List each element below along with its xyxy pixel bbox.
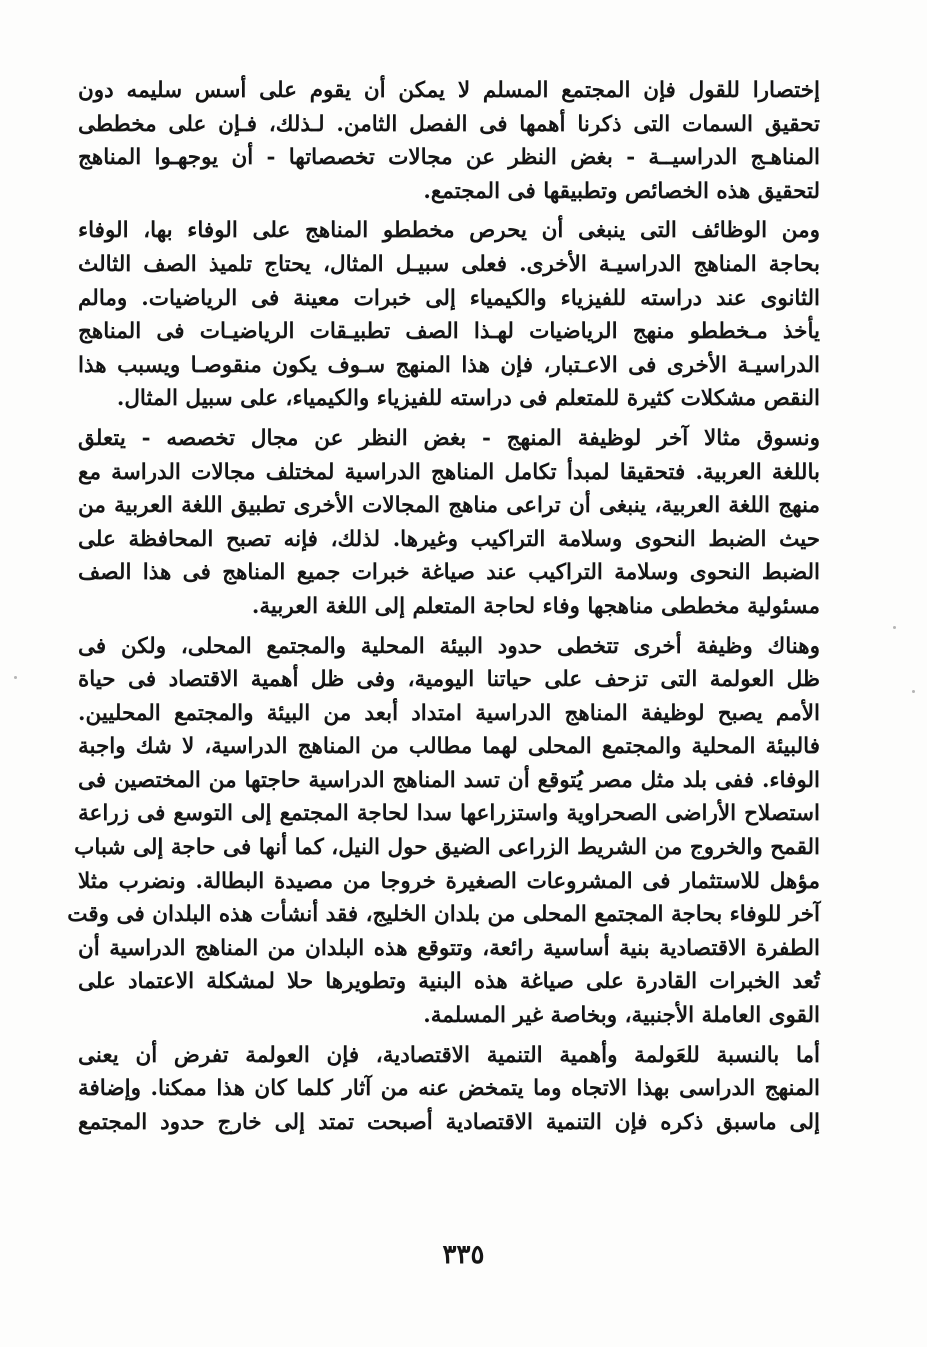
scan-speck (912, 690, 915, 693)
text-line: المناهـج الدراسيــة - بغض النظر عن مجالات تخصصاتها - أن يوجهـوا المناهج (78, 145, 820, 171)
page-number: ٣٣٥ (442, 1240, 485, 1270)
text-line: الضبط النحوى وسلامة التراكيب عند صياغة خبرات جميع المناهج فى هذا الصف (78, 560, 820, 586)
text-line: منهج اللغة العربية، ينبغى أن تراعى مناهج المجالات الأخرى تطبيق اللغة العربية من (78, 493, 820, 519)
text-line: مسئولية مخططى مناهجها وفاء لحاجة المتعلم إلى اللغة العربية. (251, 593, 820, 619)
text-line: مؤهل للاستثمار فى المشروعات الصغيرة خروجا من مصيدة البطالة. ونضرب مثلا (78, 868, 820, 894)
text-line: وهناك وظيفة أخرى تتخطى حدود البيئة المحلية والمجتمع المحلى، ولكن فى (78, 633, 820, 659)
text-line: باللغة العربية. فتحقيقا لمبدأ تكامل المناهج الدراسية لمختلف مجالات الدراسة مع (78, 459, 820, 485)
text-line: يأخذ مـخططو منهج الرياضيات لهـذا الصف تطبيـقات الرياضيـات فى المناهج (78, 319, 820, 345)
text-line: ومن الوظائف التى ينبغى أن يحرص مخططو المناهج على الوفاء بها، الوفاء (78, 218, 820, 244)
text-line: القمح والخروج من الشريط الزراعى الضيق حول النيل، كما أنها فى حاجة إلى شباب (74, 835, 820, 861)
scan-speck (14, 676, 17, 679)
text-line: القوى العاملة الأجنبية، وبخاصة غير المسلمة. (423, 1003, 820, 1029)
text-line: بحاجة المناهج الدراسيـة الأخرى. فعلى سبيـل المثال، يحتاج تلميذ الصف الثالث (78, 251, 820, 277)
text-line: المنهج الدراسى بهذا الاتجاه وما يتمخض عنه من آثار كلما كان هذا ممكنا. وإضافة (78, 1076, 820, 1102)
text-line: حيث الضبط النحوى وسلامة التراكيب وغيرها. لذلك، فإنه تصبح المحافظة على (78, 526, 820, 552)
text-line: الطفرة الاقتصادية بنية أساسية رائعة، وتتوقع هذه البلدان من المناهج الدراسية أن (78, 935, 820, 961)
text-line: لتحقيق هذه الخصائص وتطبيقها فى المجتمع. (423, 178, 820, 204)
paragraph-4 (67, 630, 820, 1033)
text-line: أما بالنسبة للعَولمة وأهمية التنمية الاقتصادية، فإن العولمة تفرض أن يعنى (78, 1042, 820, 1068)
paragraph-5 (78, 1039, 820, 1140)
text-line: ونسوق مثالا آخر لوظيفة المنهج - بغض النظر عن مجال تخصصه - يتعلق (78, 425, 820, 451)
text-line: فالبيئة المحلية والمجتمع المحلى لهما مطالب من المناهج الدراسية، لا شك واجبة (78, 734, 820, 760)
text-line: آخر للوفاء بحاجة المجتمع المحلى من بلدان الخليج، فقد أنشأت هذه البلدان فى وقت (67, 902, 820, 928)
text-line: تُعد الخبرات القادرة على صياغة هذه البنية وتطويرها حلا لمشكلة الاعتماد على (78, 969, 820, 995)
text-line: استصلاح الأراضى الصحراوية واستزراعها سدا لحاجة المجتمع إلى التوسع فى زراعة (78, 801, 820, 827)
text-line: الأمم يصبح لوظيفة المناهج الدراسية امتداد أبعد من البيئة والمجتمع المحليين. (78, 700, 820, 726)
text-line: النقص مشكلات كثيرة للمتعلم فى دراسته للفيزياء والكيمياء، على سبيل المثال. (116, 386, 820, 412)
text-line: إختصارا للقول فإن المجتمع المسلم لا يمكن أن يقوم على أسس سليمه دون (78, 78, 820, 103)
scan-speck (893, 626, 896, 629)
paragraph-1 (78, 74, 820, 208)
text-line: إلى ماسبق ذكره فإن التنمية الاقتصادية أصبحت تمتد إلى خارج حدود المجتمع (78, 1109, 820, 1135)
text-line: تحقيق السمات التى ذكرنا أهمها فى الفصل الثامن. لـذلك، فـإن على مخططى (78, 111, 820, 137)
text-line: الدراسيـة الأخرى فى الاعـتبار، فإن هذا المنهج سـوف يكون منقوصـا ويسبب هذا (78, 352, 820, 378)
body-text (67, 74, 820, 1145)
paragraph-2 (78, 214, 820, 416)
paragraph-3 (78, 422, 820, 624)
text-line: الثانوى عند دراسته للفيزياء والكيمياء إلى خبرات معينة فى الرياضيات. ومالم (78, 285, 820, 311)
text-line: ظل العولمة التى تزحف على حياتنا اليومية، وفى ظل أهمية الاقتصاد فى حياة (78, 667, 820, 693)
text-line: الوفاء. ففى بلد مثل مصر يُتوقع أن تسد المناهج الدراسية حاجتها من المختصين فى (78, 767, 820, 793)
